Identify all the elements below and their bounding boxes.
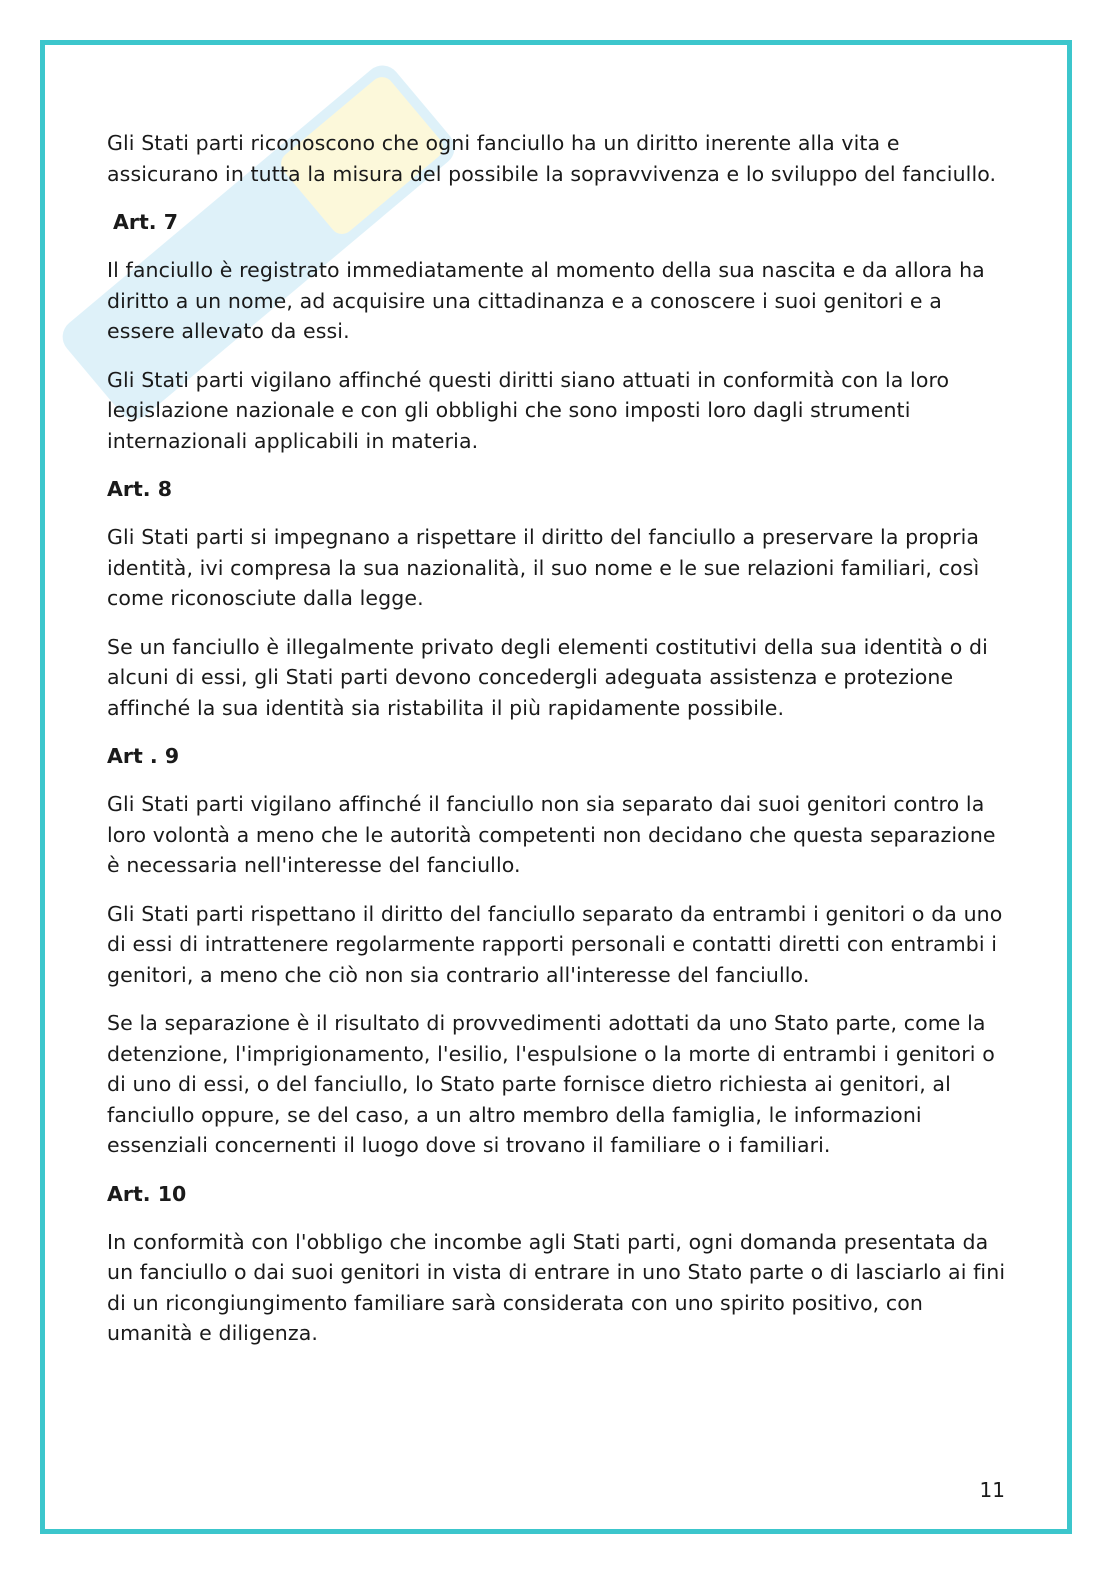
page-number: 11: [979, 1478, 1005, 1502]
paragraph: Se la separazione è il risultato di provvedimenti adottati da uno Stato parte, come la detenzione, l'imprigionamento, l'esilio, l'espulsione o la morte di entrambi i genitori o di uno di essi, o del fanciullo, lo Stato parte fornisce dietro richiesta ai genitori, al fanciullo oppure, se del caso, a un altro membro della famiglia, le informazioni essenziali concernenti il luogo dove si trovano il familiare o i familiari.: [107, 1011, 995, 1157]
paragraph: Gli Stati parti riconoscono che ogni fanciullo ha un diritto inerente alla vita e assicurano in tutta la misura del possibile la sopravvivenza e lo sviluppo del fanciullo.: [107, 131, 997, 186]
paragraph: Gli Stati parti si impegnano a rispettare il diritto del fanciullo a preservare la propria identità, ivi compresa la sua nazionalità, il suo nome e le sue relazioni familiari, così come riconosciute dalla legge.: [107, 525, 980, 610]
paragraph: Il fanciullo è registrato immediatamente al momento della sua nascita e da allora ha diritto a un nome, ad acquisire una cittadinanza e a conoscere i suoi genitori e a essere allevato da essi.: [107, 258, 985, 343]
document-body: [107, 128, 1007, 1367]
article-heading: Art. 10: [107, 1181, 187, 1206]
paragraph: In conformità con l'obbligo che incombe agli Stati parti, ogni domanda presentata da un fanciullo o dai suoi genitori in vista di entrare in uno Stato parte o di lasciarlo ai fini di un ricongiungimento familiare sarà considerata con uno spirito positivo, con umanità e diligenza.: [107, 1229, 1006, 1345]
paragraph: Gli Stati parti vigilano affinché questi diritti siano attuati in conformità con la loro legislazione nazionale e con gli obblighi che sono imposti loro dagli strumenti internazionali applicabili in materia.: [107, 367, 950, 453]
paragraph: Se un fanciullo è illegalmente privato degli elementi costitutivi della sua identità o di alcuni di essi, gli Stati parti devono concedergli adeguata assistenza e protezione affinché la sua identità sia ristabilita il più rapidamente possibile.: [107, 634, 988, 720]
article-heading: Art. 7: [113, 210, 178, 234]
article-heading: Art . 9: [107, 744, 180, 768]
article-heading: Art. 8: [107, 477, 172, 501]
paragraph: Gli Stati parti vigilano affinché il fanciullo non sia separato dai suoi genitori contro la loro volontà a meno che le autorità competenti non decidano che questa separazione è necessaria nell'interesse del fanciullo.: [107, 792, 996, 877]
paragraph: Gli Stati parti rispettano il diritto del fanciullo separato da entrambi i genitori o da uno di essi di intrattenere regolarmente rapporti personali e contatti diretti con entrambi i genitori, a meno che ciò non sia contrario all'interesse del fanciullo.: [107, 901, 1003, 987]
